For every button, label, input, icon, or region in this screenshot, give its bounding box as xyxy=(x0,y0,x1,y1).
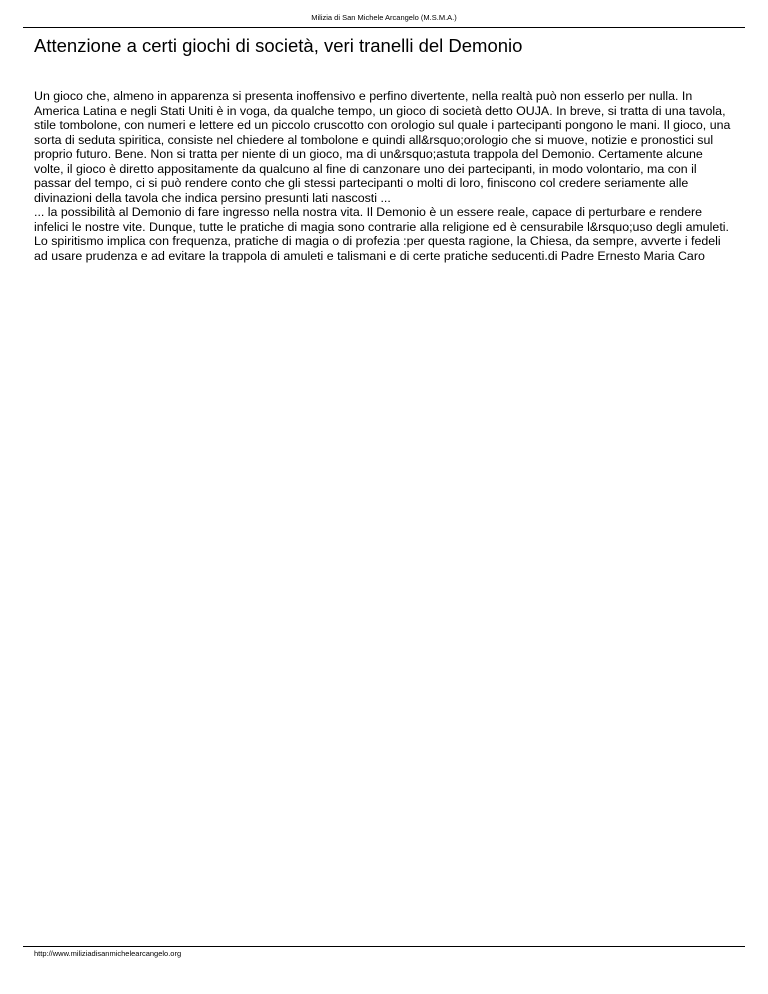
header-divider xyxy=(23,27,745,28)
article-paragraph: ... la possibilità al Demonio di fare ingresso nella nostra vita. Il Demonio è un essere reale, capace di perturbare e rendere infelici le nostre vite. Dunque, tutte le pratiche di magia sono contrarie alla religione ed è censurabile l&rsquo;uso degli amuleti. Lo spiritismo implica con frequenza, pratiche di magia o di profezia :per questa ragione, la Chiesa, da sempre, avverte i fedeli ad usare prudenza e ad evitare la trappola di amuleti e talismani e di certe pratiche seducenti.di Padre Ernesto Maria Caro xyxy=(34,205,729,263)
footer-url: http://www.miliziadisanmichelearcangelo.org xyxy=(34,949,182,958)
article-title: Attenzione a certi giochi di società, veri tranelli del Demonio xyxy=(34,35,523,56)
page-header: Milizia di San Michele Arcangelo (M.S.M.A.) xyxy=(311,13,457,22)
article-body xyxy=(34,89,734,263)
article-paragraph: Un gioco che, almeno in apparenza si presenta inoffensivo e perfino divertente, nella realtà può non esserlo per nulla. In America Latina e negli Stati Uniti è in voga, da qualche tempo, un gioco di società detto OUJA. In breve, si tratta di una tavola, stile tombolone, con numeri e lettere ed un piccolo cruscotto con orologio sul quale i partecipanti pongono le mani. Il gioco, una sorta di seduta spiritica, consiste nel chiedere al tombolone e quindi all&rsquo;orologio che si muove, notizie e pronostici sul proprio futuro. Bene. Non si tratta per niente di un gioco, ma di un&rsquo;astuta trappola del Demonio. Certamente alcune volte, il gioco è diretto appositamente da qualcuno al fine di canzonare uno dei partecipanti, in modo volontario, ma con il passar del tempo, ci si può rendere conto che gli stessi partecipanti o molti di loro, finiscono col credere seriamente alle divinazioni della tavola che indica persino presunti lati nascosti ... xyxy=(34,89,731,205)
footer-divider xyxy=(23,946,745,947)
